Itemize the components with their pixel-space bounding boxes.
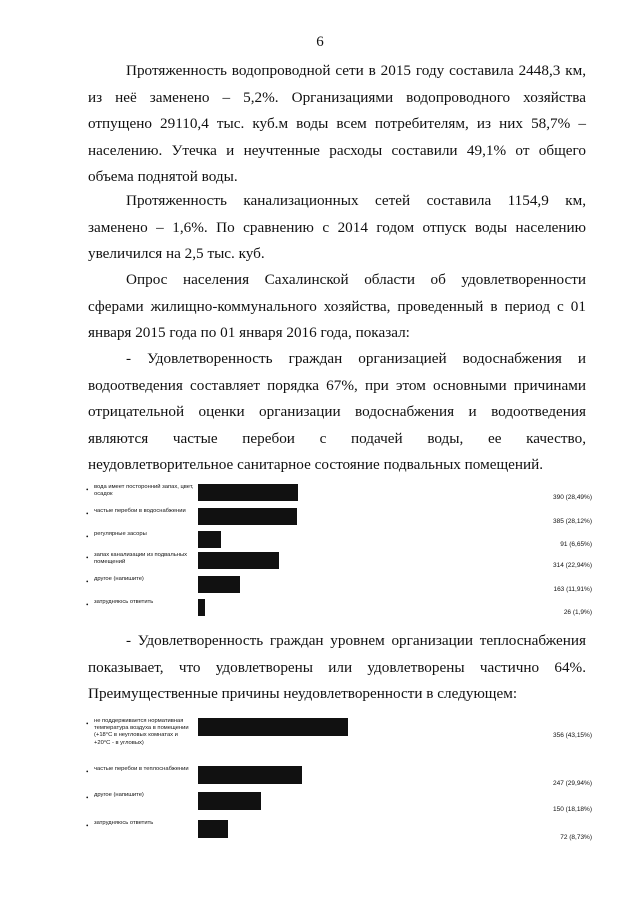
chart-bar <box>198 766 302 784</box>
chart-bar <box>198 552 279 569</box>
paragraph-text: Протяженность водопроводной сети в 2015 году составила 2448,3 км, из неё заменено – 5,2%. Организациями водопроводного хозяйства отпущено 29110,4 тыс. куб.м воды всем потребителям, из них 58,7% – населению. Утечка и неучтенные расходы составили 49,1% от общего объема поднятой воды. <box>88 62 586 185</box>
chart-row <box>86 531 592 552</box>
chart-bar <box>198 599 205 616</box>
chart-row <box>86 766 592 792</box>
chart-row <box>86 792 592 820</box>
chart-row <box>86 599 592 620</box>
bullet-icon: • <box>86 510 89 518</box>
bullet-icon: • <box>86 533 89 541</box>
bullet-icon: • <box>86 601 89 609</box>
chart-bar <box>198 508 297 525</box>
chart-value-label: 150 (18,18%) <box>552 806 592 813</box>
chart-category-label: частые перебои в теплоснабжении <box>94 766 189 772</box>
chart-category-label: затрудняюсь ответить <box>94 599 154 605</box>
chart-value-label: 314 (22,94%) <box>552 562 592 569</box>
bullet-icon: • <box>86 720 89 728</box>
chart-value-label: 390 (28,49%) <box>552 494 592 501</box>
paragraph-text: - Удовлетворенность граждан уровнем организации теплоснабжения показывает, что удовлетворены или удовлетворены частично 64%. Преимущественные причины неудовлетворенности в следующем: <box>88 632 586 702</box>
bullet-icon: • <box>86 486 89 494</box>
chart-row <box>86 508 592 531</box>
chart-category-label: вода имеет посторонний запах, цвет, осадок <box>94 484 194 498</box>
bullet-icon: • <box>86 554 89 562</box>
chart-bar <box>198 820 228 838</box>
paragraph-text: Протяженность канализационных сетей составила 1154,9 км, заменено – 1,6%. По сравнению с 2014 годом отпуск воды населению увеличился на 2,5 тыс. куб. <box>88 192 586 262</box>
chart-value-label: 26 (1,9%) <box>563 609 592 616</box>
paragraph-heat-satisfaction <box>88 628 586 708</box>
chart-value-label: 385 (28,12%) <box>552 518 592 525</box>
chart-value-label: 91 (6,65%) <box>560 541 592 548</box>
chart-bar <box>198 718 348 736</box>
chart-row <box>86 552 592 576</box>
paragraph-sewer-network <box>88 188 586 268</box>
water-dissatisfaction-chart <box>86 484 592 620</box>
chart-category-label: другое (напишите) <box>94 792 144 798</box>
paragraph-text: Опрос населения Сахалинской области об удовлетворенности сферами жилищно-коммунального хозяйства, проведенный в период с 01 января 2015 года по 01 января 2016 года, показал: <box>88 271 586 341</box>
chart-category-label: регулярные засоры <box>94 531 147 537</box>
chart-category-label: запах канализации из подвальных помещений <box>94 552 188 566</box>
chart-value-label: 247 (29,94%) <box>552 780 592 787</box>
heat-dissatisfaction-chart <box>86 718 592 841</box>
chart-row <box>86 820 592 844</box>
bullet-icon: • <box>86 578 89 586</box>
paragraph-water-satisfaction <box>88 346 586 479</box>
chart-row <box>86 718 592 766</box>
chart-category-label: другое (напишите) <box>94 576 144 582</box>
bullet-icon: • <box>86 768 89 776</box>
paragraph-water-network <box>88 58 586 191</box>
chart-value-label: 356 (43,15%) <box>552 732 592 739</box>
paragraph-survey-intro <box>88 267 586 347</box>
chart-row <box>86 576 592 599</box>
chart-value-label: 72 (8,73%) <box>560 834 592 841</box>
chart-value-label: 163 (11,91%) <box>553 586 592 593</box>
page-number: 6 <box>316 34 324 50</box>
chart-row <box>86 484 592 508</box>
chart-category-label: частые перебои в водоснабжении <box>94 508 186 514</box>
chart-category-label: не поддерживается нормативная температура воздуха в помещении (+18°С в неугловых комнатах и +20°С - в угловых) <box>94 718 189 746</box>
chart-bar <box>198 576 240 593</box>
bullet-icon: • <box>86 822 89 830</box>
chart-bar <box>198 792 261 810</box>
bullet-icon: • <box>86 794 89 802</box>
chart-bar <box>198 484 298 501</box>
chart-category-label: затрудняюсь ответить <box>94 820 154 826</box>
chart-bar <box>198 531 221 548</box>
paragraph-text: - Удовлетворенность граждан организацией водоснабжения и водоотведения составляет порядка 67%, при этом основными причинами отрицательной оценки организации водоснабжения и водоотведения являются частые перебои с подачей воды, ее качество, неудовлетворительное санитарное состояние подвальных помещений. <box>88 350 586 473</box>
